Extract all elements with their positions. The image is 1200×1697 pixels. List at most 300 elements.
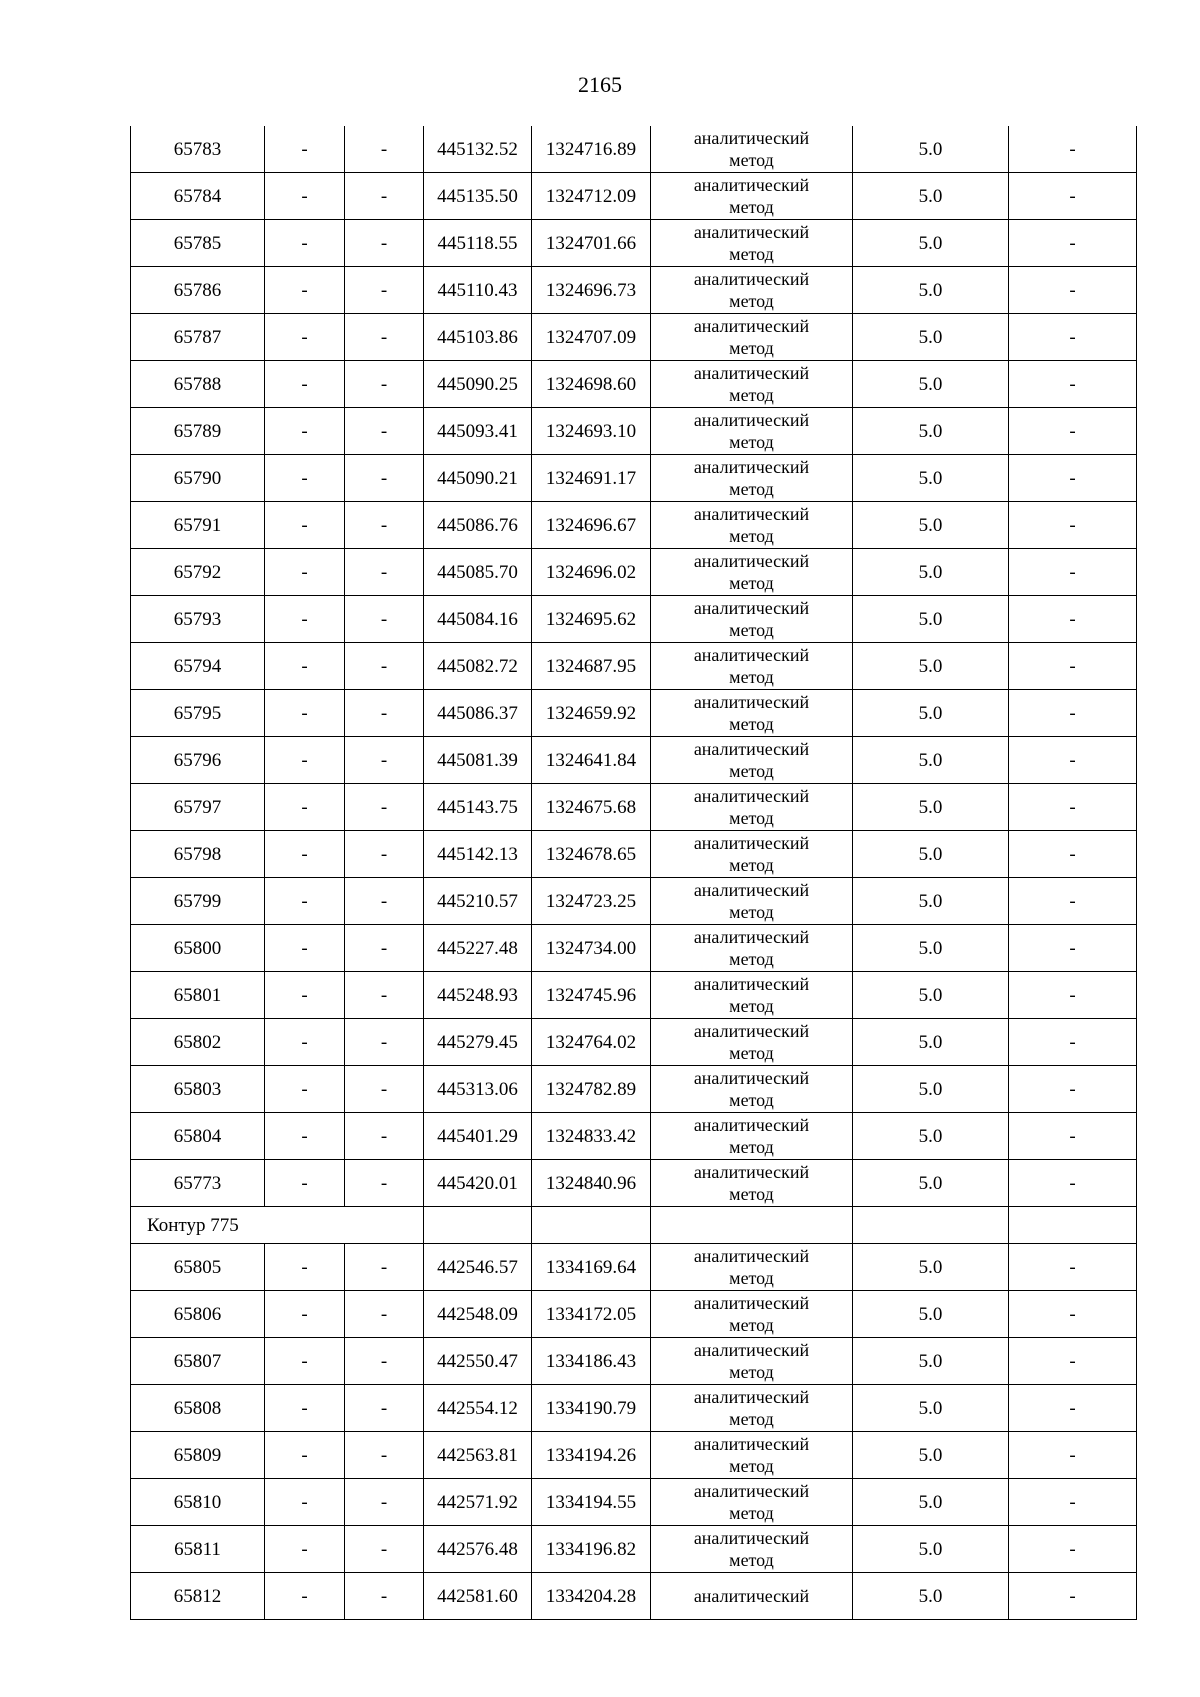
accuracy-value: 5.0 <box>853 173 1009 220</box>
cell-dash-1: - <box>265 502 345 549</box>
table-row <box>131 1244 1137 1291</box>
cell-dash-1: - <box>265 1338 345 1385</box>
x-coordinate: 445248.93 <box>424 972 532 1019</box>
method-cell <box>651 925 853 972</box>
y-coordinate: 1324696.73 <box>532 267 651 314</box>
y-coordinate: 1324764.02 <box>532 1019 651 1066</box>
point-number: 65802 <box>131 1019 265 1066</box>
cell-dash-3: - <box>1009 173 1137 220</box>
method-text-line1: аналитический <box>693 1586 810 1606</box>
method-text-line1: аналитический <box>693 1340 810 1360</box>
point-number: 65798 <box>131 831 265 878</box>
cell-dash-1: - <box>265 1066 345 1113</box>
x-coordinate: 445086.76 <box>424 502 532 549</box>
method-text-line1: аналитический <box>693 222 810 242</box>
table-row <box>131 361 1137 408</box>
x-coordinate: 442554.12 <box>424 1385 532 1432</box>
accuracy-value: 5.0 <box>853 314 1009 361</box>
method-text-line2: метод <box>729 1503 774 1523</box>
accuracy-value: 5.0 <box>853 1432 1009 1479</box>
method-text-line1: аналитический <box>693 645 810 665</box>
method-cell <box>651 831 853 878</box>
method-text-line1: аналитический <box>693 269 810 289</box>
method-cell <box>651 314 853 361</box>
cell-dash-2: - <box>345 596 424 643</box>
table-section-contour <box>131 1207 1137 1244</box>
method-text-line2: метод <box>729 714 774 734</box>
method-text-line1: аналитический <box>693 598 810 618</box>
table-row <box>131 878 1137 925</box>
point-number: 65797 <box>131 784 265 831</box>
method-text-line2: метод <box>729 667 774 687</box>
method-text-line1: аналитический <box>693 363 810 383</box>
table-row <box>131 314 1137 361</box>
method-cell <box>651 455 853 502</box>
method-cell <box>651 173 853 220</box>
method-cell <box>651 1573 853 1620</box>
y-coordinate: 1324693.10 <box>532 408 651 455</box>
method-cell <box>651 1385 853 1432</box>
method-text-line2: метод <box>729 385 774 405</box>
accuracy-value: 5.0 <box>853 690 1009 737</box>
cell-dash-3: - <box>1009 549 1137 596</box>
table-row <box>131 408 1137 455</box>
table-row <box>131 1019 1137 1066</box>
method-cell <box>651 737 853 784</box>
x-coordinate: 445082.72 <box>424 643 532 690</box>
x-coordinate: 445118.55 <box>424 220 532 267</box>
method-cell <box>651 643 853 690</box>
table-cell-empty <box>1009 1207 1137 1244</box>
cell-dash-3: - <box>1009 1066 1137 1113</box>
accuracy-value: 5.0 <box>853 220 1009 267</box>
table-cell-empty <box>853 1207 1009 1244</box>
cell-dash-1: - <box>265 784 345 831</box>
y-coordinate: 1324696.67 <box>532 502 651 549</box>
cell-dash-1: - <box>265 408 345 455</box>
table-row <box>131 1385 1137 1432</box>
x-coordinate: 445086.37 <box>424 690 532 737</box>
point-number: 65804 <box>131 1113 265 1160</box>
method-text-line2: метод <box>729 761 774 781</box>
cell-dash-1: - <box>265 361 345 408</box>
method-text-line2: метод <box>729 1137 774 1157</box>
cell-dash-2: - <box>345 1385 424 1432</box>
cell-dash-1: - <box>265 1573 345 1620</box>
cell-dash-2: - <box>345 690 424 737</box>
cell-dash-2: - <box>345 925 424 972</box>
method-text-line1: аналитический <box>693 1293 810 1313</box>
cell-dash-3: - <box>1009 1244 1137 1291</box>
x-coordinate: 442571.92 <box>424 1479 532 1526</box>
cell-dash-2: - <box>345 502 424 549</box>
method-text-line1: аналитический <box>693 1481 810 1501</box>
table-row <box>131 502 1137 549</box>
method-cell <box>651 126 853 173</box>
method-text-line2: метод <box>729 573 774 593</box>
x-coordinate: 445279.45 <box>424 1019 532 1066</box>
table-row <box>131 1160 1137 1207</box>
method-text-line1: аналитический <box>693 786 810 806</box>
method-text-line2: метод <box>729 1409 774 1429</box>
cell-dash-3: - <box>1009 220 1137 267</box>
method-text-line1: аналитический <box>693 1434 810 1454</box>
y-coordinate: 1334194.26 <box>532 1432 651 1479</box>
point-number: 65785 <box>131 220 265 267</box>
table-row <box>131 1432 1137 1479</box>
table-row <box>131 1338 1137 1385</box>
method-text-line1: аналитический <box>693 1115 810 1135</box>
table-row <box>131 643 1137 690</box>
cell-dash-2: - <box>345 1573 424 1620</box>
method-text-line1: аналитический <box>693 316 810 336</box>
cell-dash-3: - <box>1009 1432 1137 1479</box>
cell-dash-2: - <box>345 831 424 878</box>
cell-dash-1: - <box>265 126 345 173</box>
point-number: 65806 <box>131 1291 265 1338</box>
cell-dash-1: - <box>265 737 345 784</box>
table-row <box>131 267 1137 314</box>
x-coordinate: 445093.41 <box>424 408 532 455</box>
y-coordinate: 1324641.84 <box>532 737 651 784</box>
accuracy-value: 5.0 <box>853 878 1009 925</box>
cell-dash-1: - <box>265 549 345 596</box>
table-row <box>131 1113 1137 1160</box>
method-text-line1: аналитический <box>693 128 810 148</box>
x-coordinate: 445132.52 <box>424 126 532 173</box>
y-coordinate: 1324696.02 <box>532 549 651 596</box>
method-text-line1: аналитический <box>693 504 810 524</box>
method-cell <box>651 361 853 408</box>
cell-dash-2: - <box>345 1113 424 1160</box>
cell-dash-3: - <box>1009 408 1137 455</box>
method-text-line2: метод <box>729 338 774 358</box>
cell-dash-1: - <box>265 1160 345 1207</box>
y-coordinate: 1334169.64 <box>532 1244 651 1291</box>
y-coordinate: 1334196.82 <box>532 1526 651 1573</box>
x-coordinate: 445090.21 <box>424 455 532 502</box>
point-number: 65792 <box>131 549 265 596</box>
contour-row <box>131 1207 1137 1244</box>
cell-dash-1: - <box>265 925 345 972</box>
cell-dash-2: - <box>345 361 424 408</box>
cell-dash-1: - <box>265 596 345 643</box>
contour-label: Контур 775 <box>131 1207 424 1244</box>
cell-dash-2: - <box>345 1526 424 1573</box>
table-row <box>131 173 1137 220</box>
y-coordinate: 1324707.09 <box>532 314 651 361</box>
accuracy-value: 5.0 <box>853 1291 1009 1338</box>
method-cell <box>651 502 853 549</box>
method-text-line2: метод <box>729 1456 774 1476</box>
cell-dash-1: - <box>265 1019 345 1066</box>
accuracy-value: 5.0 <box>853 1160 1009 1207</box>
method-cell <box>651 1479 853 1526</box>
method-cell <box>651 267 853 314</box>
y-coordinate: 1334190.79 <box>532 1385 651 1432</box>
x-coordinate: 442546.57 <box>424 1244 532 1291</box>
cell-dash-1: - <box>265 1432 345 1479</box>
method-cell <box>651 1160 853 1207</box>
accuracy-value: 5.0 <box>853 1385 1009 1432</box>
accuracy-value: 5.0 <box>853 1066 1009 1113</box>
method-text-line1: аналитический <box>693 1528 810 1548</box>
cell-dash-3: - <box>1009 643 1137 690</box>
point-number: 65789 <box>131 408 265 455</box>
method-text-line1: аналитический <box>693 833 810 853</box>
cell-dash-2: - <box>345 1432 424 1479</box>
cell-dash-1: - <box>265 831 345 878</box>
point-number: 65784 <box>131 173 265 220</box>
accuracy-value: 5.0 <box>853 1244 1009 1291</box>
y-coordinate: 1324745.96 <box>532 972 651 1019</box>
x-coordinate: 445110.43 <box>424 267 532 314</box>
y-coordinate: 1324691.17 <box>532 455 651 502</box>
table-row <box>131 831 1137 878</box>
cell-dash-3: - <box>1009 878 1137 925</box>
method-text-line2: метод <box>729 855 774 875</box>
method-text-line1: аналитический <box>693 410 810 430</box>
cell-dash-2: - <box>345 1338 424 1385</box>
table-section-upper <box>131 126 1137 1207</box>
cell-dash-1: - <box>265 1113 345 1160</box>
method-cell <box>651 1066 853 1113</box>
cell-dash-2: - <box>345 1479 424 1526</box>
method-cell <box>651 596 853 643</box>
table-row <box>131 1479 1137 1526</box>
method-cell <box>651 549 853 596</box>
y-coordinate: 1334172.05 <box>532 1291 651 1338</box>
accuracy-value: 5.0 <box>853 126 1009 173</box>
cell-dash-1: - <box>265 1385 345 1432</box>
y-coordinate: 1324723.25 <box>532 878 651 925</box>
method-cell <box>651 1019 853 1066</box>
x-coordinate: 445143.75 <box>424 784 532 831</box>
accuracy-value: 5.0 <box>853 925 1009 972</box>
x-coordinate: 445227.48 <box>424 925 532 972</box>
cell-dash-3: - <box>1009 126 1137 173</box>
cell-dash-3: - <box>1009 1019 1137 1066</box>
y-coordinate: 1334204.28 <box>532 1573 651 1620</box>
cell-dash-2: - <box>345 314 424 361</box>
x-coordinate: 442581.60 <box>424 1573 532 1620</box>
point-number: 65796 <box>131 737 265 784</box>
method-text-line2: метод <box>729 1315 774 1335</box>
method-text-line2: метод <box>729 902 774 922</box>
accuracy-value: 5.0 <box>853 1113 1009 1160</box>
method-text-line2: метод <box>729 1184 774 1204</box>
method-text-line2: метод <box>729 244 774 264</box>
point-number: 65809 <box>131 1432 265 1479</box>
point-number: 65773 <box>131 1160 265 1207</box>
cell-dash-1: - <box>265 972 345 1019</box>
cell-dash-3: - <box>1009 1160 1137 1207</box>
cell-dash-3: - <box>1009 737 1137 784</box>
page-number: 2165 <box>578 72 622 97</box>
cell-dash-2: - <box>345 408 424 455</box>
method-text-line1: аналитический <box>693 974 810 994</box>
cell-dash-1: - <box>265 643 345 690</box>
point-number: 65793 <box>131 596 265 643</box>
x-coordinate: 442576.48 <box>424 1526 532 1573</box>
method-cell <box>651 220 853 267</box>
table-row <box>131 220 1137 267</box>
cell-dash-1: - <box>265 1526 345 1573</box>
accuracy-value: 5.0 <box>853 972 1009 1019</box>
y-coordinate: 1324782.89 <box>532 1066 651 1113</box>
cell-dash-2: - <box>345 267 424 314</box>
method-text-line2: метод <box>729 526 774 546</box>
cell-dash-3: - <box>1009 972 1137 1019</box>
accuracy-value: 5.0 <box>853 643 1009 690</box>
table-row <box>131 925 1137 972</box>
method-cell <box>651 878 853 925</box>
accuracy-value: 5.0 <box>853 1479 1009 1526</box>
point-number: 65812 <box>131 1573 265 1620</box>
cell-dash-2: - <box>345 126 424 173</box>
cell-dash-1: - <box>265 455 345 502</box>
cell-dash-3: - <box>1009 314 1137 361</box>
cell-dash-3: - <box>1009 1338 1137 1385</box>
point-number: 65790 <box>131 455 265 502</box>
method-text-line1: аналитический <box>693 457 810 477</box>
point-number: 65794 <box>131 643 265 690</box>
table-row <box>131 972 1137 1019</box>
y-coordinate: 1324695.62 <box>532 596 651 643</box>
cell-dash-1: - <box>265 1479 345 1526</box>
method-text-line2: метод <box>729 432 774 452</box>
table-row <box>131 1526 1137 1573</box>
table-row <box>131 126 1137 173</box>
accuracy-value: 5.0 <box>853 408 1009 455</box>
point-number: 65803 <box>131 1066 265 1113</box>
cell-dash-1: - <box>265 690 345 737</box>
table-row <box>131 690 1137 737</box>
method-cell <box>651 1113 853 1160</box>
point-number: 65810 <box>131 1479 265 1526</box>
x-coordinate: 445103.86 <box>424 314 532 361</box>
coordinates-table <box>130 126 1137 1620</box>
method-cell <box>651 1338 853 1385</box>
method-text-line1: аналитический <box>693 692 810 712</box>
x-coordinate: 445085.70 <box>424 549 532 596</box>
cell-dash-2: - <box>345 784 424 831</box>
cell-dash-3: - <box>1009 502 1137 549</box>
accuracy-value: 5.0 <box>853 549 1009 596</box>
cell-dash-2: - <box>345 220 424 267</box>
cell-dash-1: - <box>265 878 345 925</box>
table-row <box>131 1066 1137 1113</box>
cell-dash-2: - <box>345 643 424 690</box>
cell-dash-2: - <box>345 1066 424 1113</box>
accuracy-value: 5.0 <box>853 455 1009 502</box>
table-row <box>131 737 1137 784</box>
cell-dash-2: - <box>345 878 424 925</box>
method-text-line1: аналитический <box>693 927 810 947</box>
accuracy-value: 5.0 <box>853 831 1009 878</box>
point-number: 65807 <box>131 1338 265 1385</box>
cell-dash-3: - <box>1009 361 1137 408</box>
cell-dash-1: - <box>265 1244 345 1291</box>
cell-dash-2: - <box>345 972 424 1019</box>
point-number: 65811 <box>131 1526 265 1573</box>
cell-dash-2: - <box>345 737 424 784</box>
accuracy-value: 5.0 <box>853 502 1009 549</box>
point-number: 65800 <box>131 925 265 972</box>
cell-dash-1: - <box>265 1291 345 1338</box>
x-coordinate: 445084.16 <box>424 596 532 643</box>
y-coordinate: 1324712.09 <box>532 173 651 220</box>
x-coordinate: 445313.06 <box>424 1066 532 1113</box>
point-number: 65791 <box>131 502 265 549</box>
accuracy-value: 5.0 <box>853 784 1009 831</box>
y-coordinate: 1324840.96 <box>532 1160 651 1207</box>
method-text-line2: метод <box>729 996 774 1016</box>
method-text-line2: метод <box>729 197 774 217</box>
method-text-line1: аналитический <box>693 1068 810 1088</box>
table-row <box>131 1573 1137 1620</box>
accuracy-value: 5.0 <box>853 596 1009 643</box>
method-text-line1: аналитический <box>693 1387 810 1407</box>
method-cell <box>651 1291 853 1338</box>
method-text-line2: метод <box>729 1043 774 1063</box>
cell-dash-2: - <box>345 1291 424 1338</box>
y-coordinate: 1334186.43 <box>532 1338 651 1385</box>
cell-dash-3: - <box>1009 596 1137 643</box>
accuracy-value: 5.0 <box>853 737 1009 784</box>
cell-dash-3: - <box>1009 831 1137 878</box>
table-cell-empty <box>424 1207 532 1244</box>
method-text-line1: аналитический <box>693 1021 810 1041</box>
point-number: 65805 <box>131 1244 265 1291</box>
x-coordinate: 445090.25 <box>424 361 532 408</box>
y-coordinate: 1324675.68 <box>532 784 651 831</box>
cell-dash-2: - <box>345 173 424 220</box>
method-text-line2: метод <box>729 808 774 828</box>
method-text-line1: аналитический <box>693 1246 810 1266</box>
y-coordinate: 1334194.55 <box>532 1479 651 1526</box>
x-coordinate: 445210.57 <box>424 878 532 925</box>
point-number: 65808 <box>131 1385 265 1432</box>
table-row <box>131 549 1137 596</box>
table-row <box>131 1291 1137 1338</box>
table-row <box>131 596 1137 643</box>
cell-dash-1: - <box>265 173 345 220</box>
method-text-line1: аналитический <box>693 880 810 900</box>
method-text-line2: метод <box>729 479 774 499</box>
method-text-line2: метод <box>729 949 774 969</box>
method-cell <box>651 690 853 737</box>
method-cell <box>651 408 853 455</box>
cell-dash-3: - <box>1009 690 1137 737</box>
x-coordinate: 442548.09 <box>424 1291 532 1338</box>
method-text-line2: метод <box>729 1550 774 1570</box>
cell-dash-3: - <box>1009 925 1137 972</box>
accuracy-value: 5.0 <box>853 1338 1009 1385</box>
table-section-lower <box>131 1244 1137 1620</box>
method-text-line2: метод <box>729 291 774 311</box>
table-cell-empty <box>532 1207 651 1244</box>
cell-dash-3: - <box>1009 1573 1137 1620</box>
point-number: 65788 <box>131 361 265 408</box>
cell-dash-3: - <box>1009 784 1137 831</box>
cell-dash-3: - <box>1009 455 1137 502</box>
cell-dash-3: - <box>1009 1479 1137 1526</box>
table-row <box>131 455 1137 502</box>
point-number: 65801 <box>131 972 265 1019</box>
x-coordinate: 445420.01 <box>424 1160 532 1207</box>
cell-dash-3: - <box>1009 267 1137 314</box>
